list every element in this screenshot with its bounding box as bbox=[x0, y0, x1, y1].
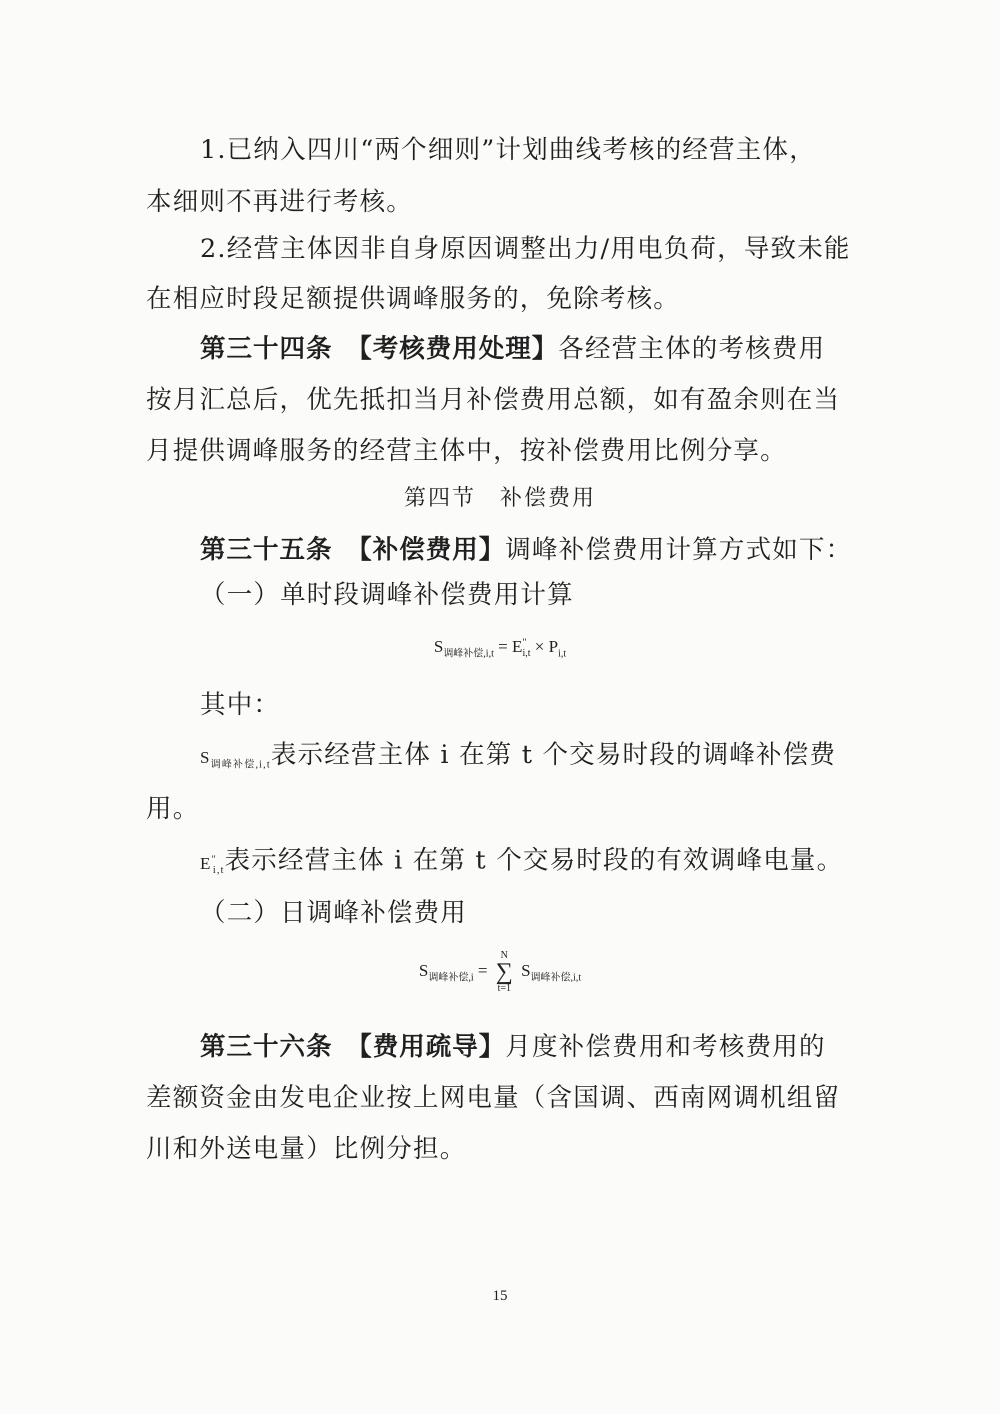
article-34-heading: 第三十四条 【考核费用处理】 bbox=[200, 334, 559, 364]
article-34-line-1 bbox=[200, 332, 846, 366]
item-2-title: （二）日调峰补偿费用 bbox=[200, 898, 468, 928]
f1-equals: = bbox=[498, 637, 508, 656]
sum-lower-limit: t=1 bbox=[497, 983, 511, 994]
f2-lhs: $S_{调峰补偿,i}$ bbox=[418, 960, 474, 984]
f1-price: $P_{i,t}$ bbox=[548, 637, 567, 660]
description-2-line bbox=[200, 843, 846, 888]
where-label: 其中： bbox=[200, 690, 281, 720]
article-36-line-1 bbox=[200, 1030, 846, 1064]
description-1-line-2: 用。 bbox=[146, 794, 200, 824]
article-34-line-2: 按月汇总后，优先抵扣当月补偿费用总额，如有盈余则在当 bbox=[146, 385, 841, 415]
paragraph-1-line-2: 本细则不再进行考核。 bbox=[146, 187, 414, 217]
article-36-line-2: 差额资金由发电企业按上网电量（含国调、西南网调机组留 bbox=[146, 1083, 841, 1113]
item-1-title: （一）单时段调峰补偿费用计算 bbox=[200, 580, 574, 610]
description-2-text: 表示经营主体 i 在第 t 个交易时段的有效调峰电量。 bbox=[224, 845, 844, 876]
f1-energy: $E^"_{i,t}$ bbox=[511, 637, 531, 660]
description-1-text: 表示经营主体 i 在第 t 个交易时段的调峰补偿费 bbox=[270, 740, 837, 770]
description-2-symbol: $E^"_{i,t}$ bbox=[200, 853, 225, 877]
article-34-line-3: 月提供调峰服务的经营主体中，按补偿费用比例分享。 bbox=[146, 436, 787, 466]
sigma-icon: ∑ bbox=[495, 959, 513, 985]
article-36-line-3: 川和外送电量）比例分担。 bbox=[146, 1134, 467, 1164]
f2-rhs: $S_{调峰补偿,i,t}$ bbox=[521, 960, 582, 984]
sum-upper-limit: N bbox=[500, 950, 508, 961]
article-36-line-1-text: 月度补偿费用和考核费用的 bbox=[505, 1032, 826, 1062]
f2-summation bbox=[496, 950, 513, 994]
paragraph-2-line-2: 在相应时段足额提供调峰服务的，免除考核。 bbox=[146, 284, 681, 314]
page-number: 15 bbox=[492, 1288, 508, 1304]
paragraph-2-line-1: 2.经营主体因非自身原因调整出力/用电负荷，导致未能 bbox=[200, 234, 851, 264]
formula-daily bbox=[0, 950, 1000, 994]
f2-equals: = bbox=[477, 960, 488, 980]
article-34-line-1-text: 各经营主体的考核费用 bbox=[558, 334, 826, 364]
article-36-heading: 第三十六条 【费用疏导】 bbox=[200, 1032, 506, 1062]
f1-lhs: $S_{调峰补偿,i,t}$ bbox=[433, 637, 494, 660]
article-35-heading: 第三十五条 【补偿费用】 bbox=[200, 535, 506, 565]
f1-times: × bbox=[534, 637, 545, 656]
article-35-line-1-text: 调峰补偿费用计算方式如下： bbox=[505, 535, 853, 565]
article-35-line-1 bbox=[200, 533, 853, 567]
description-1-line-1 bbox=[200, 738, 846, 782]
paragraph-1-line-1: 1.已纳入四川“两个细则”计划曲线考核的经营主体， bbox=[200, 135, 816, 165]
section-title: 第四节 补偿费用 bbox=[403, 486, 596, 511]
formula-single-period bbox=[0, 637, 1000, 659]
description-1-symbol: $S_{调峰补偿,i,t}$ bbox=[200, 748, 271, 771]
